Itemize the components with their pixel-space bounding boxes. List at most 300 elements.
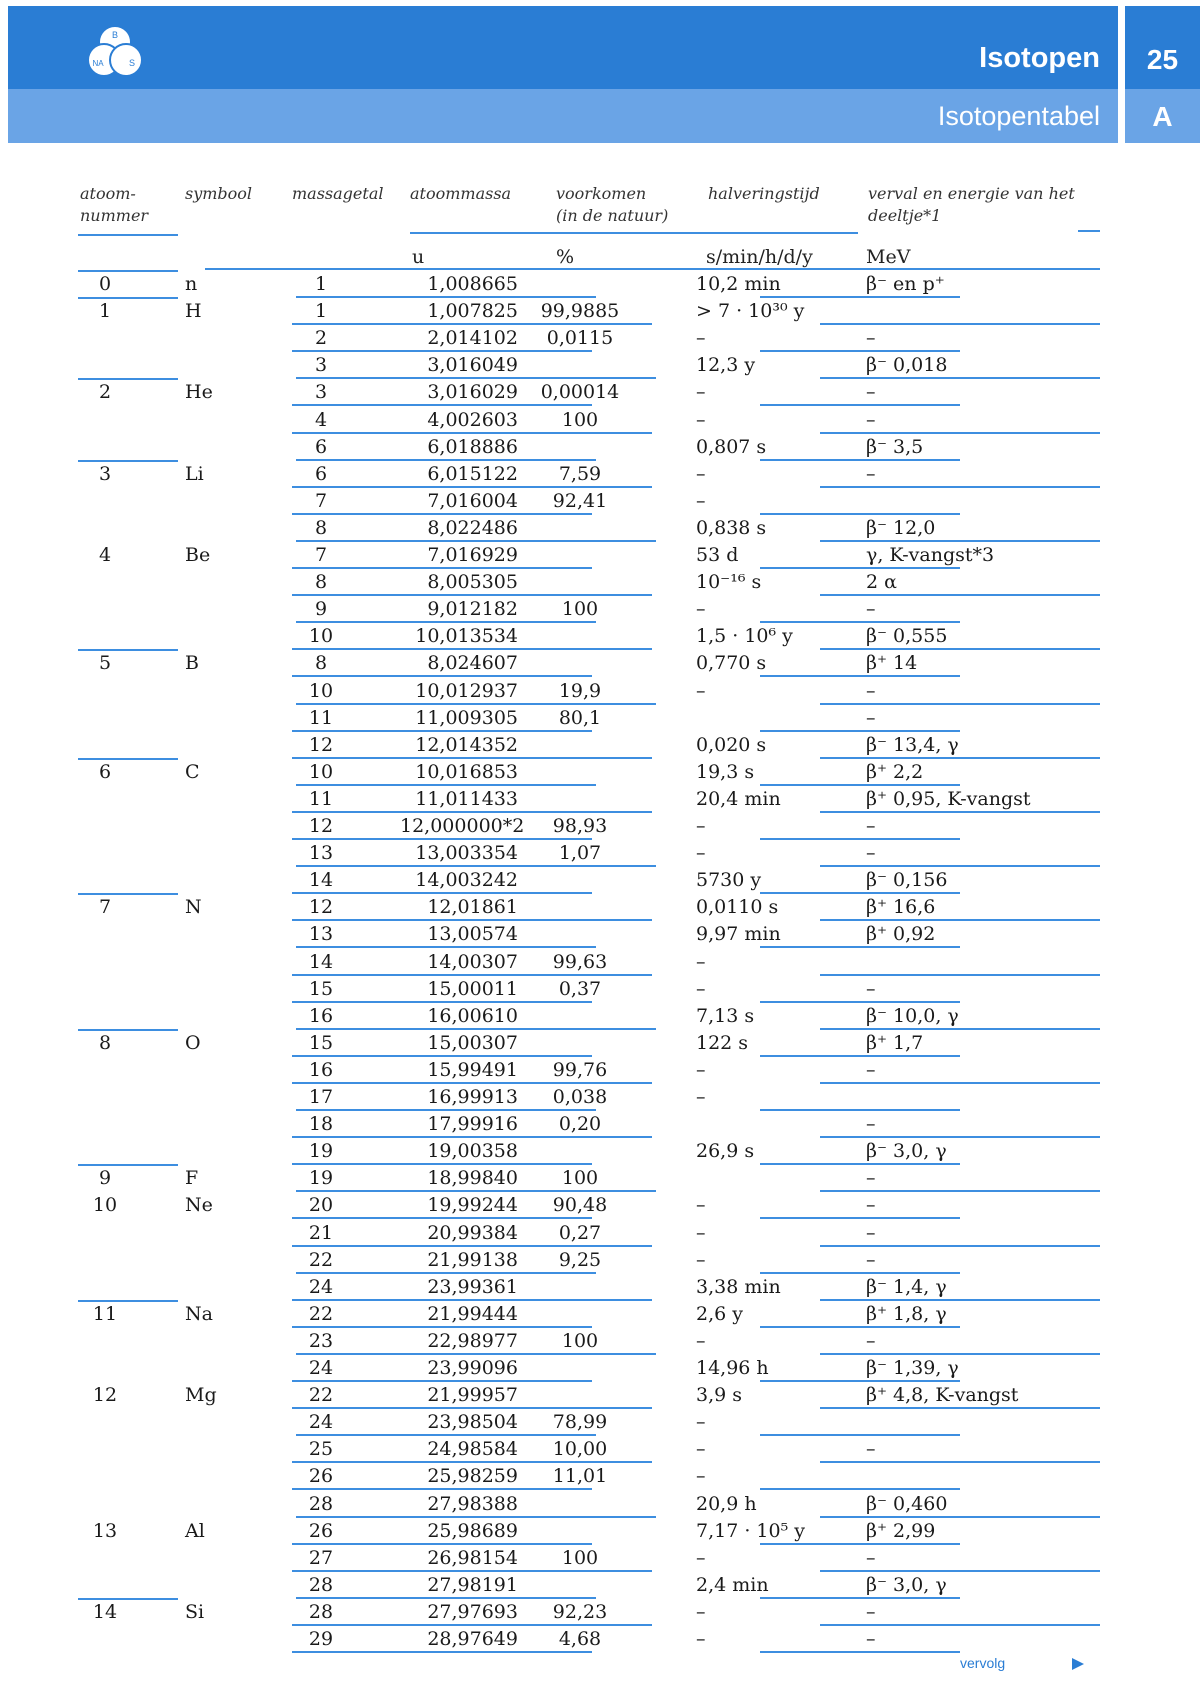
table-row [0,1003,1200,1030]
cell-mass-number: 7 [314,544,328,566]
cell-atomic-number: 6 [98,760,112,783]
cell-atomic-mass: 20,99384 [427,1221,518,1244]
cell-half-life: 0,770 s [696,652,767,675]
cell-atomic-number: 4 [98,544,112,566]
cell-atomic-number: 1 [98,300,112,323]
cell-abundance: 0,37 [558,977,602,1000]
cell-atomic-number: 5 [98,652,112,675]
cell-decay: – [866,1248,876,1271]
cell-element-symbol: Al [185,1519,205,1542]
cell-decay: 2 α [866,571,897,594]
cell-half-life: – [696,679,706,702]
cell-half-life: – [696,462,706,485]
cell-half-life: – [696,950,706,973]
cell-element-symbol: Si [185,1600,205,1623]
cell-decay: – [866,1329,876,1352]
cell-abundance: 99,76 [552,1058,608,1081]
col-header-decay: verval en energie van het deeltje*1 [868,184,1075,225]
table-row [0,298,1200,325]
cell-atomic-mass: 10,016853 [415,760,518,783]
unit-abundance: % [556,246,575,268]
cell-abundance: 0,20 [558,1113,602,1136]
table-row [0,813,1200,840]
cell-mass-number: 24 [308,1411,334,1434]
cell-abundance: 100 [561,598,599,621]
cell-atomic-number: 0 [98,273,112,295]
table-row [0,1491,1200,1518]
cell-abundance: 100 [561,1546,599,1569]
cell-decay: γ, K-vangst*3 [866,544,995,566]
svg-text:S: S [128,58,136,68]
cell-atomic-mass: 16,00610 [427,1004,518,1027]
cell-mass-number: 3 [314,381,328,404]
cell-decay: – [866,598,876,621]
cell-half-life: 2,4 min [696,1573,769,1596]
cell-atomic-number: 11 [92,1302,118,1325]
table-row [0,1192,1200,1219]
cell-atomic-mass: 4,002603 [427,408,518,431]
cell-element-symbol: n [185,273,198,295]
table-row [0,1409,1200,1436]
cell-element-symbol: N [185,896,202,919]
cell-mass-number: 22 [308,1384,334,1407]
cell-half-life: – [696,1465,706,1488]
cell-mass-number: 14 [308,869,334,892]
cell-abundance: 78,99 [552,1411,608,1434]
cell-atomic-mass: 26,98154 [427,1546,518,1569]
cell-mass-number: 28 [308,1600,334,1623]
table-row [0,407,1200,434]
cell-decay: β⁺ 2,2 [866,760,924,783]
cell-element-symbol: H [185,300,202,323]
cell-half-life: – [696,1086,706,1108]
table-row [0,1572,1200,1599]
cell-abundance: 100 [561,1167,599,1190]
cell-decay: – [866,381,876,404]
cell-atomic-mass: 23,99096 [427,1357,518,1379]
cell-half-life: – [696,977,706,1000]
cell-mass-number: 25 [308,1438,334,1461]
cell-decay: β⁻ 13,4, γ [866,733,959,756]
cell-atomic-mass: 25,98259 [427,1465,518,1488]
table-row [0,434,1200,461]
cell-half-life: 0,838 s [696,516,767,539]
cell-mass-number: 28 [308,1573,334,1596]
table-row [0,325,1200,352]
table-row [0,596,1200,623]
cell-mass-number: 24 [308,1357,334,1379]
cell-abundance: 100 [561,1329,599,1352]
cell-half-life: – [696,1628,706,1650]
cell-element-symbol: Na [185,1302,213,1325]
cell-atomic-mass: 12,01861 [427,896,518,919]
page-subtitle: Isotopentabel [937,101,1100,131]
table-row [0,1328,1200,1355]
cell-mass-number: 8 [314,516,328,539]
cell-abundance: 92,23 [552,1600,608,1623]
cell-half-life: 53 d [696,544,739,566]
cell-half-life: – [696,1194,706,1217]
continued-label: vervolg [960,1655,1006,1671]
header-rule [410,232,858,234]
cell-mass-number: 24 [308,1275,334,1298]
cell-mass-number: 1 [314,273,328,295]
table-row [0,1463,1200,1490]
cell-abundance: 19,9 [558,679,602,702]
cell-element-symbol: B [185,652,199,675]
col-header-symbol: symbool [185,184,253,203]
table-row [0,786,1200,813]
cell-mass-number: 26 [308,1519,334,1542]
units-rule [205,268,1100,270]
table-row [0,352,1200,379]
cell-mass-number: 10 [308,760,334,783]
cell-decay: – [866,1600,876,1623]
table-row [0,732,1200,759]
cell-atomic-number: 2 [98,381,112,404]
cell-half-life: – [696,598,706,621]
cell-half-life: – [696,489,706,512]
cell-mass-number: 16 [308,1058,334,1081]
table-row [0,1518,1200,1545]
cell-half-life: 26,9 s [696,1140,755,1163]
cell-abundance: 7,59 [558,462,602,485]
cell-atomic-number: 3 [98,462,112,485]
cell-mass-number: 12 [308,896,334,919]
table-row [0,271,1200,298]
cell-mass-number: 18 [308,1113,334,1136]
cell-decay: β⁻ 3,0, γ [866,1573,947,1596]
cell-half-life: > 7 · 10³⁰ y [696,300,805,323]
svg-text:B: B [111,30,119,40]
table-row [0,678,1200,705]
row-rule [760,1651,960,1653]
table-row [0,569,1200,596]
cell-half-life: 0,0110 s [696,896,779,919]
cell-atomic-mass: 19,99244 [427,1194,518,1217]
cell-atomic-mass: 28,97649 [427,1628,518,1650]
cell-decay: β⁻ 1,39, γ [866,1357,959,1379]
cell-mass-number: 10 [308,679,334,702]
cell-decay: – [866,462,876,485]
cell-decay: β⁺ 0,92 [866,923,936,946]
table-row [0,1138,1200,1165]
cell-mass-number: 3 [314,354,328,377]
table-row [0,488,1200,515]
cell-atomic-mass: 8,005305 [427,571,518,594]
cell-mass-number: 22 [308,1302,334,1325]
cell-decay: β⁻ 3,0, γ [866,1140,947,1163]
cell-element-symbol: Be [185,544,211,566]
cell-decay: – [866,1546,876,1569]
cell-decay: β⁺ 2,99 [866,1519,936,1542]
cell-atomic-mass: 3,016049 [427,354,518,377]
table-row [0,840,1200,867]
cell-half-life: 9,97 min [696,923,781,946]
unit-atomic-mass: u [412,246,425,268]
cell-atomic-number: 7 [98,896,112,919]
unit-half-life: s/min/h/d/y [706,246,813,268]
cell-mass-number: 28 [308,1492,334,1515]
table-row [0,1599,1200,1626]
binas-logo-icon [80,18,150,88]
cell-decay: – [866,815,876,837]
cell-half-life: 122 s [696,1031,749,1054]
cell-decay: β⁺ 16,6 [866,896,936,919]
cell-atomic-mass: 10,012937 [415,679,518,702]
cell-half-life: 3,38 min [696,1275,781,1298]
cell-mass-number: 1 [314,300,328,323]
page-title: Isotopen [979,42,1100,74]
cell-half-life: 10,2 min [696,273,781,295]
cell-half-life: – [696,408,706,431]
cell-element-symbol: F [185,1167,199,1190]
table-row [0,976,1200,1003]
cell-half-life: – [696,1058,706,1081]
cell-half-life: – [696,1438,706,1461]
unit-decay: MeV [866,246,911,268]
cell-mass-number: 10 [308,625,334,648]
cell-element-symbol: O [185,1031,201,1054]
cell-atomic-mass: 10,013534 [415,625,518,648]
table-row [0,623,1200,650]
cell-decay: – [866,1058,876,1081]
cell-atomic-mass: 16,99913 [427,1086,518,1108]
cell-decay: – [866,327,876,350]
cell-atomic-mass: 22,98977 [427,1329,518,1352]
cell-abundance: 1,07 [558,842,602,865]
cell-half-life: 1,5 · 10⁶ y [696,625,793,648]
cell-element-symbol: He [185,381,213,404]
cell-atomic-mass: 11,011433 [415,787,518,810]
cell-decay: – [866,842,876,865]
cell-abundance: 99,9885 [540,300,620,323]
cell-mass-number: 15 [308,1031,334,1054]
cell-atomic-mass: 8,022486 [427,516,518,539]
cell-atomic-mass: 21,99138 [427,1248,518,1271]
cell-atomic-number: 10 [92,1194,118,1217]
cell-decay: – [866,1194,876,1217]
cell-abundance: 9,25 [558,1248,602,1271]
cell-abundance: 0,00014 [540,381,620,404]
table-row [0,1111,1200,1138]
cell-half-life: – [696,842,706,865]
cell-atomic-number: 13 [92,1519,118,1542]
cell-atomic-mass: 11,009305 [415,706,518,729]
cell-element-symbol: Mg [185,1384,217,1407]
table-row [0,1382,1200,1409]
cell-atomic-mass: 19,00358 [427,1140,518,1163]
cell-half-life: 7,13 s [696,1004,755,1027]
cell-atomic-mass: 6,015122 [427,462,518,485]
cell-mass-number: 17 [308,1086,334,1108]
table-row [0,949,1200,976]
cell-atomic-mass: 27,97693 [427,1600,518,1623]
cell-atomic-number: 8 [98,1031,112,1054]
header-rule [78,234,178,236]
cell-half-life: – [696,1546,706,1569]
cell-half-life: 5730 y [696,869,762,892]
table-row [0,1030,1200,1057]
cell-mass-number: 13 [308,923,334,946]
cell-decay: β⁺ 1,7 [866,1031,924,1054]
table-row [0,461,1200,488]
table-row [0,1626,1200,1653]
next-page-arrow-icon [1070,1656,1086,1672]
cell-atomic-number: 9 [98,1167,112,1190]
cell-mass-number: 8 [314,571,328,594]
table-row [0,1084,1200,1111]
table-row [0,542,1200,569]
table-row [0,1301,1200,1328]
cell-decay: – [866,1167,876,1190]
cell-atomic-mass: 15,00011 [427,977,518,1000]
cell-atomic-mass: 7,016929 [427,544,518,566]
cell-abundance: 92,41 [552,489,608,512]
cell-abundance: 0,0115 [546,327,614,350]
cell-decay: β⁻ 0,460 [866,1492,948,1515]
cell-decay: β⁺ 0,95, K-vangst [866,787,1031,810]
cell-half-life: 10⁻¹⁶ s [696,571,762,594]
cell-decay: – [866,706,876,729]
cell-half-life: 20,9 h [696,1492,757,1515]
cell-atomic-mass: 24,98584 [427,1438,518,1461]
cell-atomic-mass: 3,016029 [427,381,518,404]
table-row [0,1220,1200,1247]
cell-half-life: 2,6 y [696,1302,743,1325]
header-band [8,6,1118,89]
cell-decay: β⁻ en p⁺ [866,273,945,295]
cell-decay: – [866,679,876,702]
cell-atomic-mass: 23,98504 [427,1411,518,1434]
cell-half-life: 14,96 h [696,1357,769,1379]
cell-abundance: 0,038 [552,1086,608,1108]
cell-abundance: 11,01 [552,1465,608,1488]
cell-decay: – [866,1221,876,1244]
col-header-abundance: voorkomen (in de natuur) [556,184,669,225]
cell-mass-number: 11 [308,706,334,729]
cell-mass-number: 21 [308,1221,334,1244]
cell-atomic-mass: 13,00574 [427,923,518,946]
cell-atomic-mass: 1,007825 [427,300,518,323]
table-row [0,1436,1200,1463]
cell-atomic-number: 14 [92,1600,118,1623]
cell-mass-number: 11 [308,787,334,810]
cell-decay: – [866,1628,876,1650]
cell-decay: β⁺ 14 [866,652,918,675]
cell-half-life: 19,3 s [696,760,755,783]
cell-atomic-mass: 7,016004 [427,489,518,512]
table-row [0,894,1200,921]
table-row [0,1165,1200,1192]
cell-decay: – [866,1113,876,1136]
table-row [0,1057,1200,1084]
cell-decay: β⁻ 1,4, γ [866,1275,947,1298]
cell-decay: – [866,1438,876,1461]
cell-mass-number: 26 [308,1465,334,1488]
cell-half-life: – [696,1221,706,1244]
cell-atomic-mass: 18,99840 [427,1167,518,1190]
cell-decay: – [866,408,876,431]
table-row [0,1545,1200,1572]
cell-atomic-mass: 12,014352 [415,733,518,756]
cell-atomic-mass: 23,99361 [427,1275,518,1298]
cell-half-life: – [696,1411,706,1434]
cell-mass-number: 23 [308,1329,334,1352]
page-number: 25 [1146,44,1179,75]
cell-decay: β⁻ 0,555 [866,625,948,648]
cell-decay: β⁻ 0,018 [866,354,948,377]
table-row [0,1355,1200,1382]
cell-atomic-mass: 13,003354 [415,842,518,865]
cell-decay: β⁻ 0,156 [866,869,948,892]
cell-atomic-mass: 14,003242 [415,869,518,892]
cell-abundance: 10,00 [552,1438,608,1461]
cell-atomic-mass: 17,99916 [427,1113,518,1136]
table-row [0,921,1200,948]
cell-decay: – [866,977,876,1000]
cell-atomic-mass: 12,000000*2 [400,815,525,837]
col-header-atomic-number: atoom- nummer [80,184,149,225]
cell-decay: β⁻ 10,0, γ [866,1004,959,1027]
cell-mass-number: 7 [314,489,328,512]
cell-abundance: 99,63 [552,950,608,973]
cell-atomic-mass: 27,98388 [427,1492,518,1515]
cell-mass-number: 27 [308,1546,334,1569]
cell-half-life: – [696,381,706,404]
section-letter: A [1152,101,1173,132]
cell-mass-number: 12 [308,733,334,756]
cell-decay: β⁻ 12,0 [866,516,936,539]
cell-abundance: 98,93 [552,815,608,837]
cell-atomic-mass: 1,008665 [427,273,518,295]
table-row [0,515,1200,542]
cell-atomic-mass: 27,98191 [427,1573,518,1596]
cell-half-life: 0,807 s [696,435,767,458]
cell-mass-number: 15 [308,977,334,1000]
cell-atomic-number: 12 [92,1384,118,1407]
cell-mass-number: 2 [314,327,328,350]
cell-atomic-mass: 21,99957 [427,1384,518,1407]
cell-atomic-mass: 8,024607 [427,652,518,675]
cell-mass-number: 14 [308,950,334,973]
cell-decay: β⁻ 3,5 [866,435,924,458]
table-row [0,867,1200,894]
cell-half-life: – [696,1248,706,1271]
col-header-atomic-mass: atoommassa [410,184,512,203]
table-row [0,1274,1200,1301]
cell-abundance: 100 [561,408,599,431]
cell-mass-number: 29 [308,1628,334,1650]
cell-atomic-mass: 15,00307 [427,1031,518,1054]
cell-half-life: 12,3 y [696,354,756,377]
cell-mass-number: 13 [308,842,334,865]
cell-half-life: – [696,1329,706,1352]
cell-atomic-mass: 21,99444 [427,1302,518,1325]
col-header-mass-number: massagetal [292,184,384,203]
cell-mass-number: 4 [314,408,328,431]
cell-element-symbol: Ne [185,1194,213,1217]
cell-half-life: – [696,815,706,837]
cell-half-life: 0,020 s [696,733,767,756]
cell-mass-number: 8 [314,652,328,675]
cell-half-life: 3,9 s [696,1384,743,1407]
col-header-half-life: halveringstijd [708,184,820,203]
cell-atomic-mass: 14,00307 [427,950,518,973]
table-row [0,759,1200,786]
cell-mass-number: 16 [308,1004,334,1027]
cell-atomic-mass: 25,98689 [427,1519,518,1542]
